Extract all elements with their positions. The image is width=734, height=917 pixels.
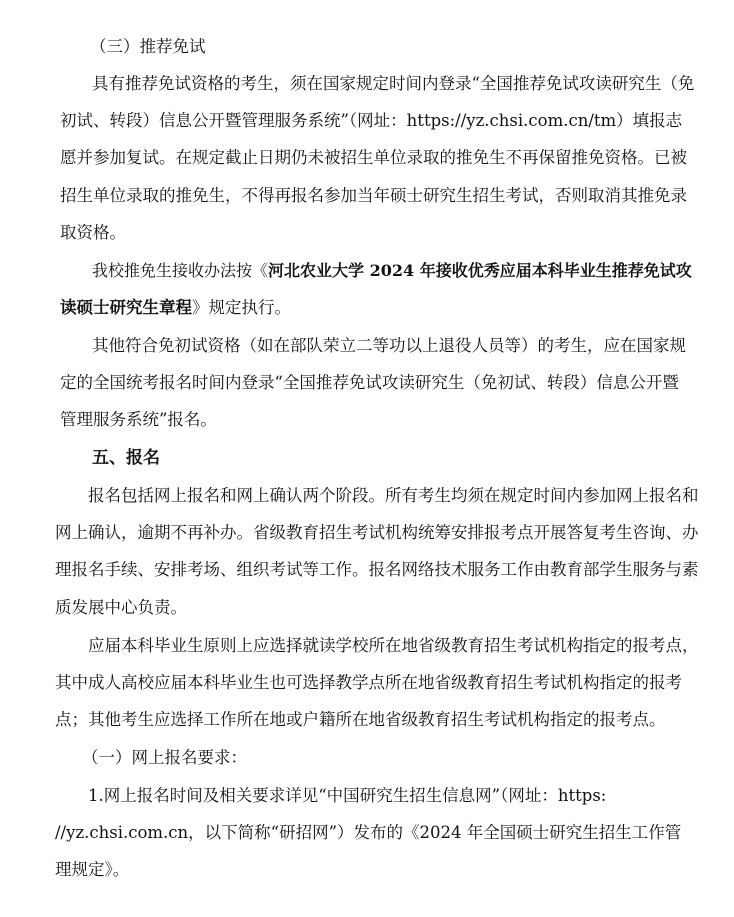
paragraph-line: 报名包括网上报名和网上确认两个阶段。所有考生均须在规定时间内参加网上报名和	[88, 486, 699, 505]
paragraph-line: 点；其他考生应选择工作所在地或户籍所在地省级教育招生考试机构指定的报考点。	[55, 710, 666, 729]
paragraph-line-mixed	[60, 298, 291, 318]
paragraph-line: 定的全国统考报名时间内登录“全国推荐免试攻读研究生（免初试、转段）信息公开暨	[60, 373, 679, 392]
paragraph-line: 理规定》。	[55, 860, 130, 879]
paragraph-line: 理报名手续、安排考场、组织考试等工作。报名网络技术服务工作由教育部学生服务与素	[55, 560, 699, 579]
section-heading-registration: 五、报名	[92, 448, 160, 468]
bold-title: 读硕士研究生章程	[60, 298, 192, 317]
section-heading-recommendation: （三）推荐免试	[90, 37, 206, 56]
paragraph-line: 1.网上报名时间及相关要求详见“中国研究生招生信息网”（网址：https:	[88, 786, 607, 805]
paragraph-line: 愿并参加复试。在规定截止日期仍未被招生单位录取的推免生不再保留推免资格。已被	[60, 148, 687, 167]
paragraph-line: 具有推荐免试资格的考生，须在国家规定时间内登录“全国推荐免试攻读研究生（免	[92, 74, 695, 93]
paragraph-line: 其中成人高校应届本科毕业生也可选择教学点所在地省级教育招生考试机构指定的报考	[55, 673, 682, 692]
paragraph-line: 质发展中心负责。	[55, 598, 187, 617]
paragraph-line: 应届本科毕业生原则上应选择就读学校所在地省级教育招生考试机构指定的报考点，	[88, 636, 699, 655]
paragraph-line: 网上确认，逾期不再补办。省级教育招生考试机构统筹安排报考点开展答复考生咨询、办	[55, 523, 699, 542]
paragraph-line: 初试、转段）信息公开暨管理服务系统”（网址：https://yz.chsi.com.cn/tm）填报志	[60, 111, 683, 130]
paragraph-line: //yz.chsi.com.cn，以下简称“研招网”）发布的《2024 年全国硕士研究生招生工作管	[55, 823, 682, 842]
text-span: 我校推免生接收办法按《	[92, 261, 269, 280]
paragraph-line: 管理服务系统”报名。	[60, 410, 217, 429]
paragraph-line: 取资格。	[60, 223, 126, 242]
paragraph-line: 其他符合免初试资格（如在部队荣立二等功以上退役人员等）的考生，应在国家规	[92, 336, 686, 355]
text-span: 》规定执行。	[192, 298, 291, 317]
paragraph-line-mixed	[92, 261, 692, 281]
subsection-heading-online: （一）网上报名要求：	[82, 748, 247, 767]
bold-title: 河北农业大学 2024 年接收优秀应届本科毕业生推荐免试攻	[268, 261, 692, 280]
paragraph-line: 招生单位录取的推免生，不得再报名参加当年硕士研究生招生考试，否则取消其推免录	[60, 186, 687, 205]
